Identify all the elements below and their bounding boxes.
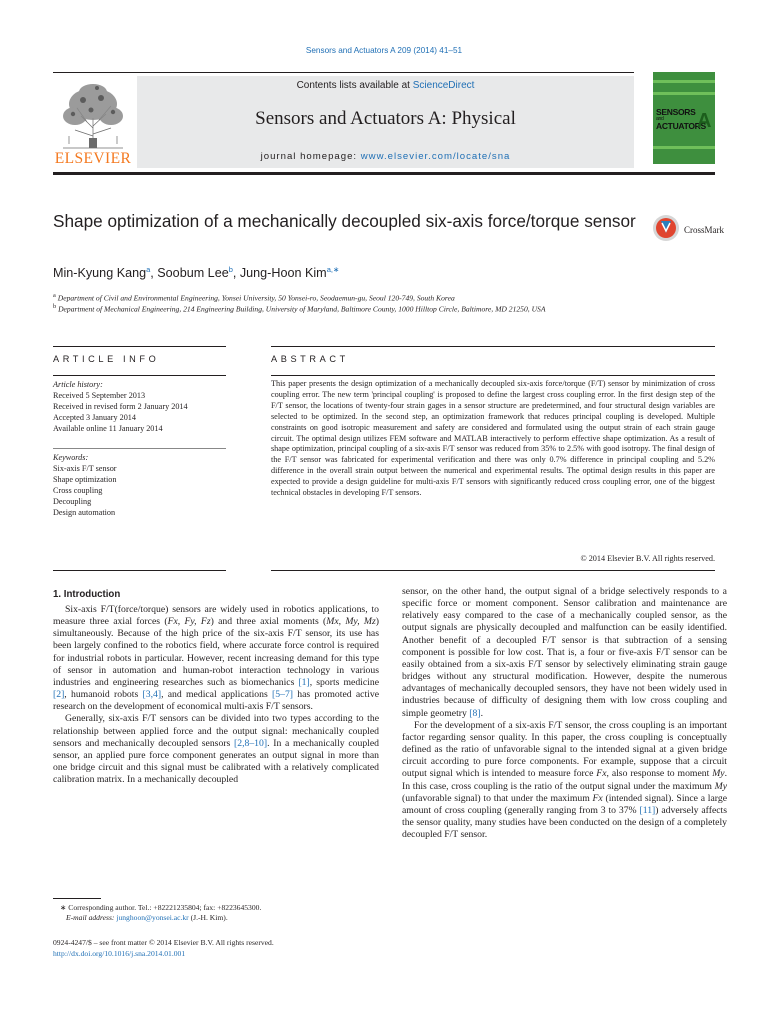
text-run: . In a mechanically coupled sensor, an applied pure force component generates an output signal in more than one bridge circuit and this signal must be calibrated with a relatively complicated calibration matrix. In a mechanically decoupled (53, 737, 379, 786)
affiliation-a-text: Department of Civil and Environmental Engineering, Yonsei University, 50 Yonsei-ro, Seodaemun-gu, Seoul 120-749, South Korea (57, 293, 455, 303)
text-run: (unfavorable signal) to that under the maximum (402, 792, 593, 804)
author-name[interactable]: Min-Kyung Kang (53, 266, 147, 281)
body-column-left (53, 604, 379, 786)
article-info-heading: ARTICLE INFO (53, 354, 160, 364)
text-run: (intended signal). Since a large amount of cross coupling (generally ranging from 3 to 37% (402, 792, 727, 816)
cover-stripe (653, 92, 715, 95)
author-email-link[interactable]: junghoon@yonsei.ac.kr (116, 913, 189, 922)
citation-link[interactable]: [2,8–10] (234, 737, 268, 749)
affiliation-b: $^b$ Department of Mechanical Engineering, 214 Engineering Building, University of Maryland, Baltimore County, 1000 Hilltop Circle, Baltimore, MD 21250, USA (53, 303, 546, 314)
email-label: E-mail address: (66, 913, 117, 922)
paragraph (402, 586, 727, 720)
divider (53, 346, 226, 347)
divider (53, 570, 226, 571)
publisher-wordmark: ELSEVIER (54, 150, 132, 167)
cover-stripe (653, 146, 715, 149)
italic-symbol: Mx, My, Mz (326, 616, 376, 628)
italic-symbol: Fx, Fy, Fz (167, 616, 211, 628)
text-run: , also response to moment (606, 768, 713, 780)
history-item: Received in revised form 2 January 2014 (53, 402, 188, 411)
author-affil-mark[interactable]: b (228, 265, 233, 274)
text-run: ) and three axial moments ( (210, 616, 327, 628)
paragraph (53, 713, 379, 786)
author-name[interactable]: Soobum Lee (157, 266, 229, 281)
contents-prefix: Contents lists available at (296, 80, 413, 91)
text-run: sensor, on the other hand, the output signal of a bridge selectively responds to a specific force or moment component. Sensor calibration and maintenance are relatively easy compared to the case of a mechanically coupled sensor, as the output signals are physically decoupled and malfunction can be easily identified. Another benefit of a decoupled F/T sensor is that subtraction of a sensing component is possible for low cost. That is, a four or five-axis F/T sensor can be easily obtained from a six-axis F/T sensor by selectively eliminating strain gauge bridges without any structural modification. However, despite the numerous advantages of mechanically decoupled sensors, they have not been widely used in industries because of difficulty of designing them with low cross coupling and simple geometry (402, 586, 727, 719)
journal-homepage-line (137, 151, 634, 162)
citation-link[interactable]: [11] (639, 804, 656, 816)
citation-link[interactable]: [3,4] (142, 689, 162, 701)
doi-link[interactable]: http://dx.doi.org/10.1016/j.sna.2014.01.001 (53, 949, 186, 958)
keyword: Shape optimization (53, 475, 117, 484)
section-heading-introduction: 1. Introduction (53, 589, 121, 600)
author-email-note (66, 913, 392, 924)
cover-stripe (653, 80, 715, 83)
text-run: . (480, 707, 483, 719)
affiliation-a: $^a$ Department of Civil and Environmental Engineering, Yonsei University, 50 Yonsei-ro, Seodaemun-gu, Seoul 120-749, South Korea (53, 292, 455, 303)
text-run: ) simultaneously. Because of the high price of the six-axis F/T sensor, its use has been largely confined to the robotics field, where accurate force control is required for industrial robots in particular. However, recent increasing demand for this type of sensor in automation and human-robot interaction technology in various industries and engineering researches such as biomechanics (53, 616, 379, 688)
italic-symbol: Fx (596, 768, 607, 780)
paragraph (53, 604, 379, 713)
paper-title: Shape optimization of a mechanically decoupled six-axis force/torque sensor (53, 211, 636, 231)
history-item: Accepted 3 January 2014 (53, 413, 136, 422)
author-list: Min-Kyung Kang$^a$, Soobum Lee$^b$, Jung-Hoon Kim$^{a,∗}$ (53, 265, 340, 281)
cover-letter: A (697, 110, 712, 132)
cover-title-line-2: ACTUATORS (656, 121, 706, 131)
text-run: , and medical applications (161, 689, 273, 701)
keyword: Decoupling (53, 497, 92, 506)
affiliation-b-text: Department of Mechanical Engineering, 214 Engineering Building, University of Maryland, Baltimore County, 1000 Hilltop Circle, Baltimore, MD 21250, USA (58, 304, 546, 314)
citation-link[interactable]: [5–7] (272, 689, 294, 701)
citation-link[interactable]: [8] (469, 707, 481, 719)
text-run: For the development of a six-axis F/T sensor, the cross coupling is an important factor regarding sensor quality. In this paper, the cross coupling is conceptually defined as the ratio of unfavorable signal to the intended signal at a given bridge circuit according to pure force components. For example, suppose that a circuit output signal which is intended to measure force (402, 719, 727, 780)
homepage-prefix: journal homepage: (260, 151, 361, 162)
issn-line: 0924-4247/$ – see front matter © 2014 Elsevier B.V. All rights reserved. (53, 938, 274, 947)
author-affil-mark[interactable]: a,∗ (326, 265, 340, 274)
journal-title: Sensors and Actuators A: Physical (255, 108, 516, 129)
sciencedirect-link[interactable]: ScienceDirect (412, 80, 475, 91)
text-run: Six-axis F/T(force/torque) sensors are widely used in robotics applications, to measure three axial forces ( (53, 604, 379, 628)
divider (271, 346, 715, 347)
author-name[interactable]: Jung-Hoon Kim (239, 266, 327, 281)
journal-cover-thumbnail[interactable] (653, 72, 715, 164)
keyword: Six-axis F/T sensor (53, 464, 117, 473)
article-history-heading: Article history: (53, 380, 103, 389)
keywords-heading: Keywords: (53, 453, 89, 462)
journal-homepage-link[interactable]: www.elsevier.com/locate/sna (360, 151, 511, 162)
history-item: Received 5 September 2013 (53, 391, 146, 400)
italic-symbol: My (714, 780, 727, 792)
text-run: . In this case, cross coupling is the ratio of the output signal under the maximum (402, 768, 727, 792)
divider (271, 570, 715, 571)
italic-symbol: My (712, 768, 725, 780)
divider (271, 375, 715, 376)
text-run: has promoted active research on the development of economical multi-axis F/T sensors. (53, 689, 379, 713)
author-affil-mark[interactable]: a (146, 265, 151, 274)
keyword: Design automation (53, 508, 116, 517)
abstract-copyright: © 2014 Elsevier B.V. All rights reserved. (580, 554, 715, 563)
abstract-body: This paper presents the design optimization of a mechanically decoupled six-axis force/torque (F/T) sensor by minimization of cross coupling error. The new term 'principal coupling' is proposed to define the largest cross coupling error. In the first design step of the F/T sensor, the locations of twenty-four strain gages in a sensor structure are predetermined, and four structural design variables are selected to be optimized. In the second step, an optimization framework that reduces principal coupling is developed. Multiple constraints on good isotropic measurement and safety are considered and formulated using the output strain of each strain gauge circuit. The optimal design utilizes FEM software and MATLAB interactively to perform effective shape optimization. As a result of shape optimization, principal coupling of a six-axis F/T sensor was reduced from 35% to 2.5% with good isotropy. The final design of the F/T sensor was fabricated for experimental verification and there was only 0.7% difference in principal coupling and 5.2% difference in the overall strain output between the numerical and experimental results. The optimal design results in this paper are expected to provide a design guideline for multi-axis F/T sensors with significantly reduced cross coupling error, one of the biggest technical obstacles in developing F/T sensors. (271, 379, 715, 498)
journal-reference[interactable]: Sensors and Actuators A 209 (2014) 41–51 (305, 46, 463, 55)
header-bottom-rule (53, 172, 715, 175)
crossmark-label[interactable]: CrossMark (684, 225, 724, 235)
text-run: ) adversely affects the sensor quality, many studies have been conducted on the design of a completely decoupled F/T sensor. (402, 804, 728, 841)
corresponding-author-note: ∗ Corresponding author. Tel.: +82221235804; fax: +8223645300. (60, 903, 262, 912)
keywords (53, 452, 226, 518)
abstract-heading: ABSTRACT (271, 354, 349, 364)
italic-symbol: Fx (592, 792, 603, 804)
article-history (53, 379, 226, 434)
history-item: Available online 11 January 2014 (53, 424, 163, 433)
text-run: , humanoid robots (64, 689, 143, 701)
body-column-right (402, 586, 727, 841)
contents-available-line (137, 80, 634, 91)
cover-title-and: and (656, 116, 664, 122)
paragraph (402, 720, 727, 842)
citation-link[interactable]: [2] (53, 689, 65, 701)
citation-link[interactable]: [1] (298, 676, 310, 688)
keyword: Cross coupling (53, 486, 103, 495)
header-top-rule (53, 72, 634, 73)
cover-title-line-1: SENSORS (656, 107, 696, 117)
footnote-rule (53, 898, 101, 899)
email-suffix: (J.-H. Kim). (188, 913, 228, 922)
divider (53, 448, 226, 449)
divider (53, 375, 226, 376)
text-run: Generally, six-axis F/T sensors can be divided into two types according to the relationship between applied force and the output signal: mechanically coupled sensors and mechanically decoupled sensors (53, 713, 379, 749)
text-run: , sports medicine (309, 676, 380, 688)
